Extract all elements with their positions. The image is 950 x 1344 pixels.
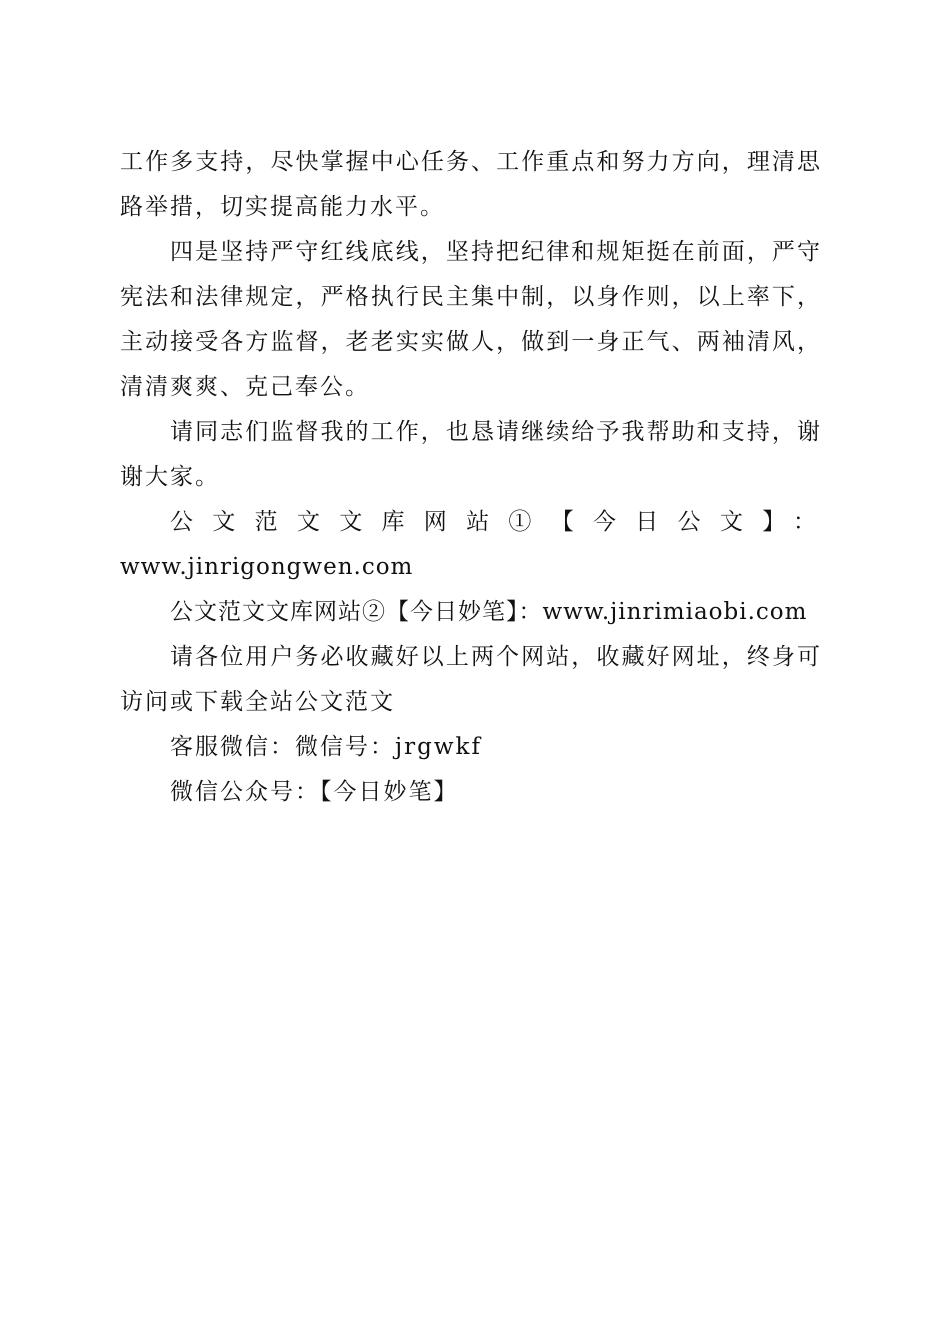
bookmark-notice: 请各位用户务必收藏好以上两个网站，收藏好网址，终身可访问或下载全站公文范文: [120, 644, 822, 715]
paragraph-discipline: 四是坚持严守红线底线，坚持把纪律和规矩挺在前面，严守宪法和法律规定，严格执行民主集中制，以身作则，以上率下，主动接受各方监督，老老实实做人，做到一身正气、两袖清风，清清爽爽、克己奉公。: [120, 239, 822, 400]
service-wechat: 客服微信：微信号：jrgwkf: [170, 734, 482, 760]
site1-label: 公文范文文库网站①【今日公文】：: [170, 509, 822, 535]
document-page: [120, 140, 822, 815]
paragraph-closing: 请同志们监督我的工作，也恳请继续给予我帮助和支持，谢谢大家。: [120, 419, 822, 490]
official-account: 微信公众号：【今日妙笔】: [170, 779, 459, 805]
paragraph-support-continuation: 工作多支持，尽快掌握中心任务、工作重点和努力方向，理清思路举措，切实提高能力水平。: [120, 149, 822, 220]
site2-line[interactable]: 公文范文文库网站②【今日妙笔】：www.jinrimiaobi.com: [170, 599, 808, 625]
site1-url[interactable]: www.jinrigongwen.com: [120, 554, 414, 580]
